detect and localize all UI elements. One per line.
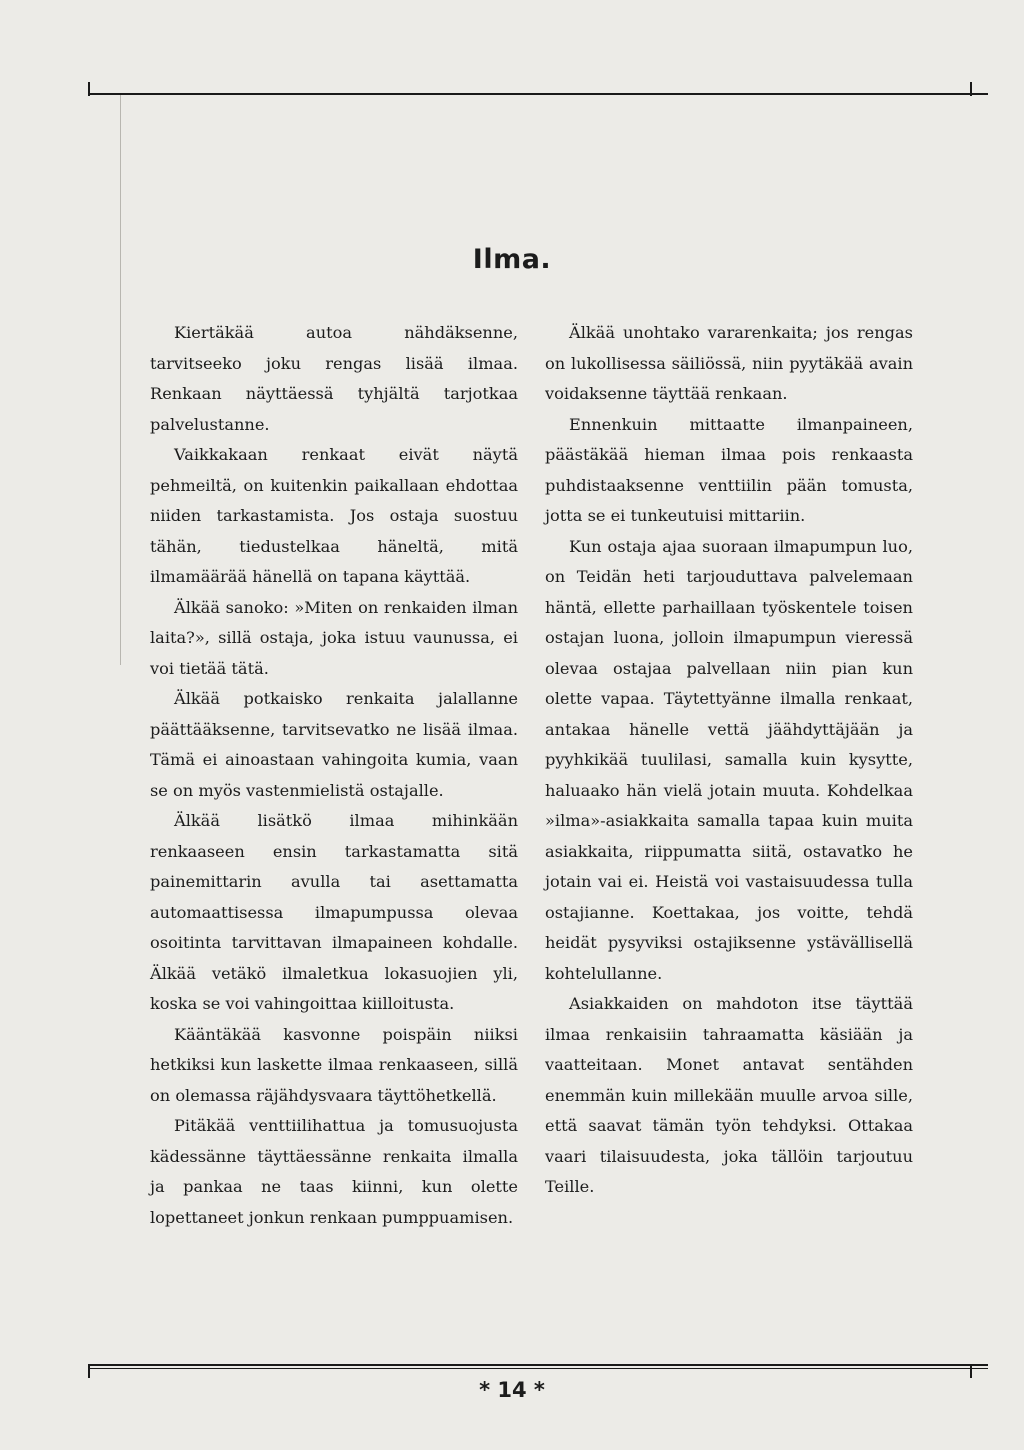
paragraph: Älkää sanoko: »Miten on renkaiden ilman laita?», sillä ostaja, joka istuu vaunussa, ei voi tietää tätä.	[150, 597, 518, 678]
bottom-left-tick	[88, 1364, 90, 1378]
bottom-right-tick	[970, 1364, 972, 1378]
top-right-tick	[970, 82, 972, 96]
bottom-rule-thin	[88, 1368, 988, 1369]
paragraph: Älkää lisätkö ilmaa mihinkään renkaaseen ensin tarkastamatta sitä painemittarin avulla tai asettamatta automaattisessa ilmapumpussa olevaa osoitinta tarvittavan ilmapaineen kohdalle. Älkää vetäkö ilmaletkua lokasuojien yli, koska se voi vahingoittaa kiilloitusta.	[150, 811, 518, 1013]
paragraph: Ennenkuin mittaatte ilmanpaineen, päästäkää hieman ilmaa pois renkaasta puhdistaaksenne venttiilin pään tomusta, jotta se ei tunkeutuisi mittariin.	[545, 414, 913, 525]
top-rule	[88, 93, 988, 95]
paragraph: Kun ostaja ajaa suoraan ilmapumpun luo, on Teidän heti tarjouduttava palvelemaan häntä, ellette parhaillaan työskentele toisen ostajan luona, jolloin ilmapumpun vieressä olevaa ostajaa palvellaan niin pian kun olette vapaa. Täytettyänne ilmalla renkaat, antakaa hänelle vettä jäähdyttäjään ja pyyhkikää tuulilasi, samalla kuin kysytte, haluaako hän vielä jotain muuta. Kohdelkaa »ilma»-asiakkaita samalla tapaa kuin muita asiakkaita, riippumatta siitä, ostavatko he jotain vai ei. Heistä voi vastaisuudessa tulla ostajianne. Koettakaa, jos voitte, tehdä heidät pysyviksi ostajiksenne ystävällisellä kohtelullanne.	[545, 536, 913, 983]
page-number: * 14 *	[479, 1378, 545, 1402]
paragraph: Asiakkaiden on mahdoton itse täyttää ilmaa renkaisiin tahraamatta käsiään ja vaatteitaan. Monet antavat sentähden enemmän kuin millekään muulle arvoa sille, että saavat tämän työn tehdyksi. Ottakaa vaari tilaisuudesta, joka tällöin tarjoutuu Teille.	[545, 994, 913, 1196]
paragraph: Kiertäkää autoa nähdäksenne, tarvitseeko joku rengas lisää ilmaa. Renkaan näyttäessä tyhjältä tarjotkaa palvelustanne.	[150, 323, 518, 434]
right-column	[545, 318, 913, 1203]
paragraph: Pitäkää venttiilihattua ja tomusuojusta kädessänne täyttäessänne renkaita ilmalla ja pankaa ne taas kiinni, kun olette lopettaneet jonkun renkaan pumppuamisen.	[150, 1116, 518, 1227]
paragraph: Vaikkakaan renkaat eivät näytä pehmeiltä, on kuitenkin paikallaan ehdottaa niiden tarkastamista. Jos ostaja suostuu tähän, tiedustelkaa häneltä, mitä ilmamäärää hänellä on tapana käyttää.	[150, 445, 518, 586]
page-title: Ilma.	[472, 244, 552, 275]
paragraph: Älkää potkaisko renkaita jalallanne päättääksenne, tarvitsevatko ne lisää ilmaa. Tämä ei ainoastaan vahingoita kumia, vaan se on myös vastenmielistä ostajalle.	[150, 689, 518, 800]
left-column	[150, 318, 518, 1233]
top-left-tick	[88, 82, 90, 96]
paragraph: Älkää unohtako vararenkaita; jos rengas on lukollisessa säiliössä, niin pyytäkää avain voidaksenne täyttää renkaan.	[545, 323, 913, 403]
bottom-rule	[88, 1364, 988, 1366]
left-margin-line	[120, 95, 121, 665]
paragraph: Kääntäkää kasvonne poispäin niiksi hetkiksi kun laskette ilmaa renkaaseen, sillä on olemassa räjähdysvaara täyttöhetkellä.	[150, 1024, 518, 1105]
